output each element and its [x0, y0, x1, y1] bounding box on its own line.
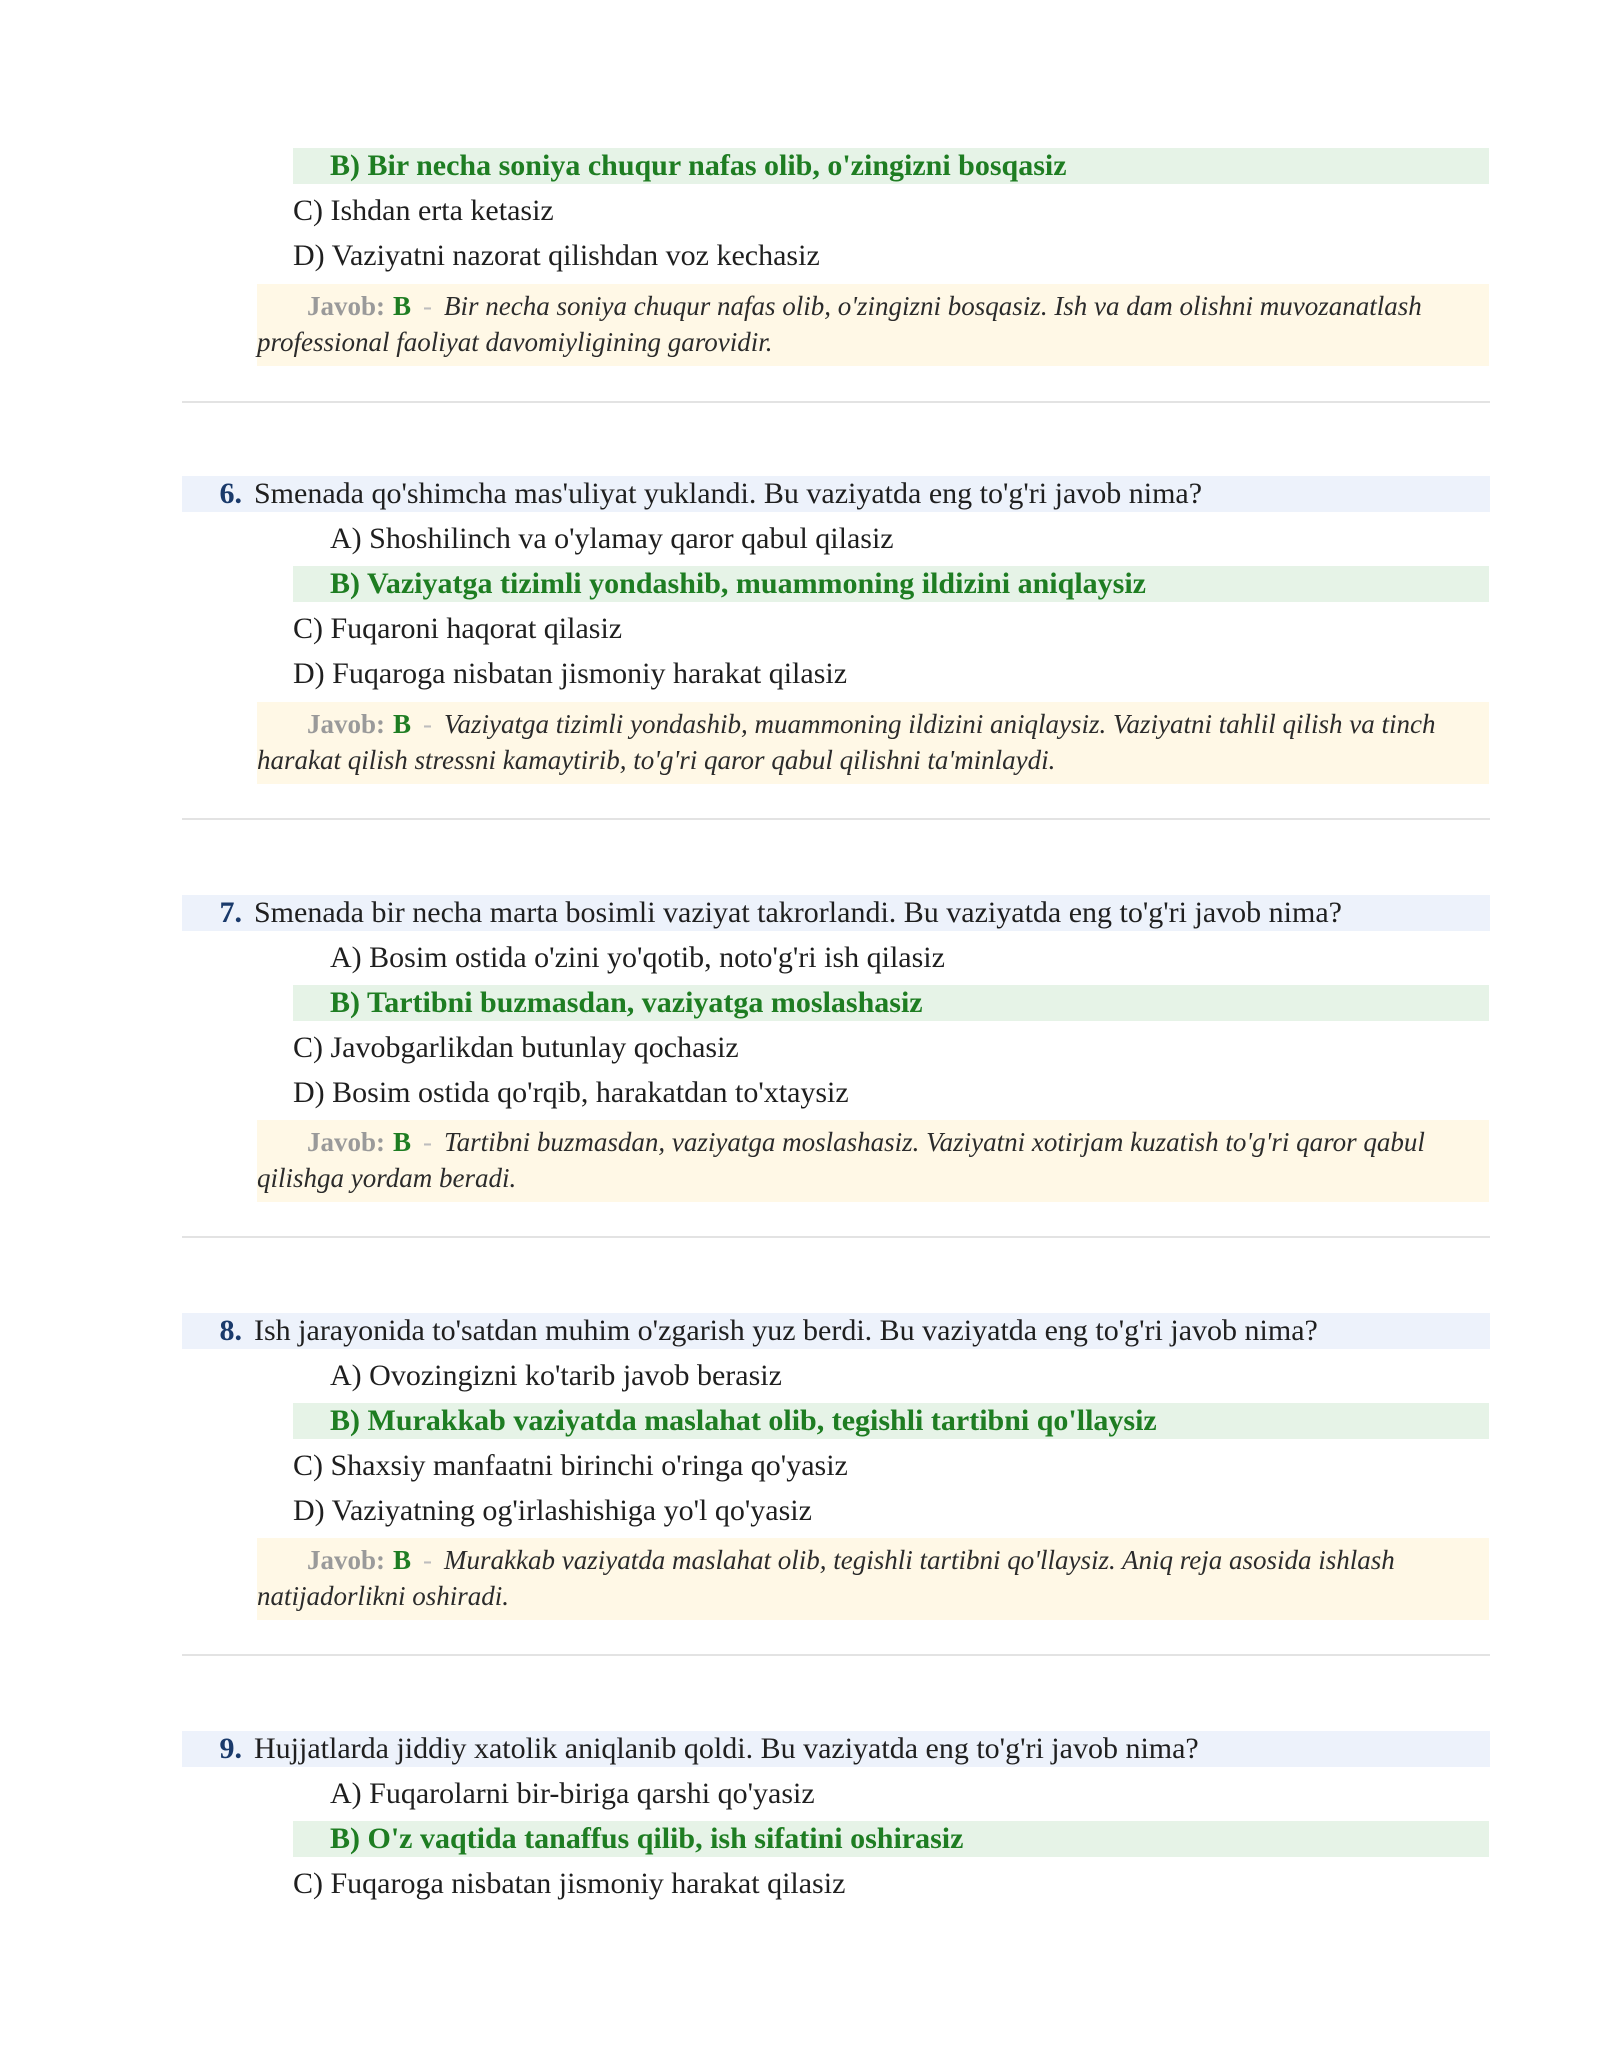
q5-answer-box — [257, 284, 1489, 366]
q7-option-d: D) Bosim ostida qo'rqib, harakatdan to'xtaysiz — [293, 1076, 849, 1109]
q8-option-c: C) Shaxsiy manfaatni birinchi o'ringa qo'yasiz — [293, 1449, 848, 1482]
question-number: 8. — [219, 1314, 242, 1347]
divider — [182, 401, 1490, 403]
q7-option-b-correct: B) Tartibni buzmasdan, vaziyatga moslashasiz — [293, 985, 1489, 1021]
q9-option-c: C) Fuqaroga nisbatan jismoniy harakat qilasiz — [293, 1867, 846, 1900]
answer-dash: - — [423, 709, 433, 739]
question-8 — [182, 1313, 1490, 1349]
q5-option-c: C) Ishdan erta ketasiz — [293, 194, 554, 227]
answer-label: Javob: — [307, 291, 386, 321]
q8-option-d: D) Vaziyatning og'irlashishiga yo'l qo'yasiz — [293, 1494, 812, 1527]
q5-option-b-correct: B) Bir necha soniya chuqur nafas olib, o'zingizni bosqasiz — [293, 148, 1489, 184]
q9-option-b-correct: B) O'z vaqtida tanaffus qilib, ish sifatini oshirasiz — [293, 1821, 1489, 1857]
q6-option-d: D) Fuqaroga nisbatan jismoniy harakat qilasiz — [293, 657, 848, 690]
q9-option-a: A) Fuqarolarni bir-biriga qarshi qo'yasiz — [330, 1777, 815, 1810]
q7-option-a: A) Bosim ostida o'zini yo'qotib, noto'g'ri ish qilasiz — [330, 941, 945, 974]
question-text: Ish jarayonida to'satdan muhim o'zgarish yuz berdi. Bu vaziyatda eng to'g'ri javob nima? — [254, 1314, 1318, 1347]
q6-answer-box — [257, 702, 1489, 784]
question-number: 6. — [219, 477, 242, 510]
answer-label: Javob: — [307, 709, 386, 739]
answer-explanation: Murakkab vaziyatda maslahat olib, tegishli tartibni qo'llaysiz. Aniq reja asosida ishlash natijadorlikni oshiradi. — [257, 1545, 1395, 1611]
q6-option-b-correct: B) Vaziyatga tizimli yondashib, muammoning ildizini aniqlaysiz — [293, 566, 1489, 602]
answer-letter: B — [393, 1127, 412, 1157]
divider — [182, 1236, 1490, 1238]
question-text: Smenada qo'shimcha mas'uliyat yuklandi. Bu vaziyatda eng to'g'ri javob nima? — [254, 477, 1203, 510]
divider — [182, 818, 1490, 820]
answer-dash: - — [423, 1127, 433, 1157]
question-9 — [182, 1731, 1490, 1767]
q7-option-c: C) Javobgarlikdan butunlay qochasiz — [293, 1031, 739, 1064]
q6-option-c: C) Fuqaroni haqorat qilasiz — [293, 612, 623, 645]
q8-answer-box — [257, 1538, 1489, 1620]
answer-label: Javob: — [307, 1545, 386, 1575]
answer-letter: B — [393, 709, 412, 739]
answer-label: Javob: — [307, 1127, 386, 1157]
question-number: 9. — [219, 1732, 242, 1765]
question-number: 7. — [219, 896, 242, 929]
answer-letter: B — [393, 291, 412, 321]
answer-explanation: Bir necha soniya chuqur nafas olib, o'zingizni bosqasiz. Ish va dam olishni muvozanatlash professional faoliyat davomiyligining garovidir. — [257, 291, 1422, 357]
divider — [182, 1654, 1490, 1656]
question-7 — [182, 895, 1490, 931]
answer-explanation: Tartibni buzmasdan, vaziyatga moslashasiz. Vaziyatni xotirjam kuzatish to'g'ri qaror qabul qilishga yordam beradi. — [257, 1127, 1425, 1193]
answer-explanation: Vaziyatga tizimli yondashib, muammoning ildizini aniqlaysiz. Vaziyatni tahlil qilish va tinch harakat qilish stressni kamaytirib, to'g'ri qaror qabul qilishni ta'minlaydi. — [257, 709, 1436, 775]
question-text: Smenada bir necha marta bosimli vaziyat takrorlandi. Bu vaziyatda eng to'g'ri javob nima? — [254, 896, 1342, 929]
q6-option-a: A) Shoshilinch va o'ylamay qaror qabul qilasiz — [330, 522, 894, 555]
question-6 — [182, 476, 1490, 512]
q7-answer-box — [257, 1120, 1489, 1202]
q8-option-a: A) Ovozingizni ko'tarib javob berasiz — [330, 1359, 782, 1392]
answer-dash: - — [423, 1545, 433, 1575]
q8-option-b-correct: B) Murakkab vaziyatda maslahat olib, tegishli tartibni qo'llaysiz — [293, 1403, 1489, 1439]
q5-option-d: D) Vaziyatni nazorat qilishdan voz kechasiz — [293, 239, 820, 272]
answer-dash: - — [423, 291, 433, 321]
answer-letter: B — [393, 1545, 412, 1575]
question-text: Hujjatlarda jiddiy xatolik aniqlanib qoldi. Bu vaziyatda eng to'g'ri javob nima? — [254, 1732, 1199, 1765]
